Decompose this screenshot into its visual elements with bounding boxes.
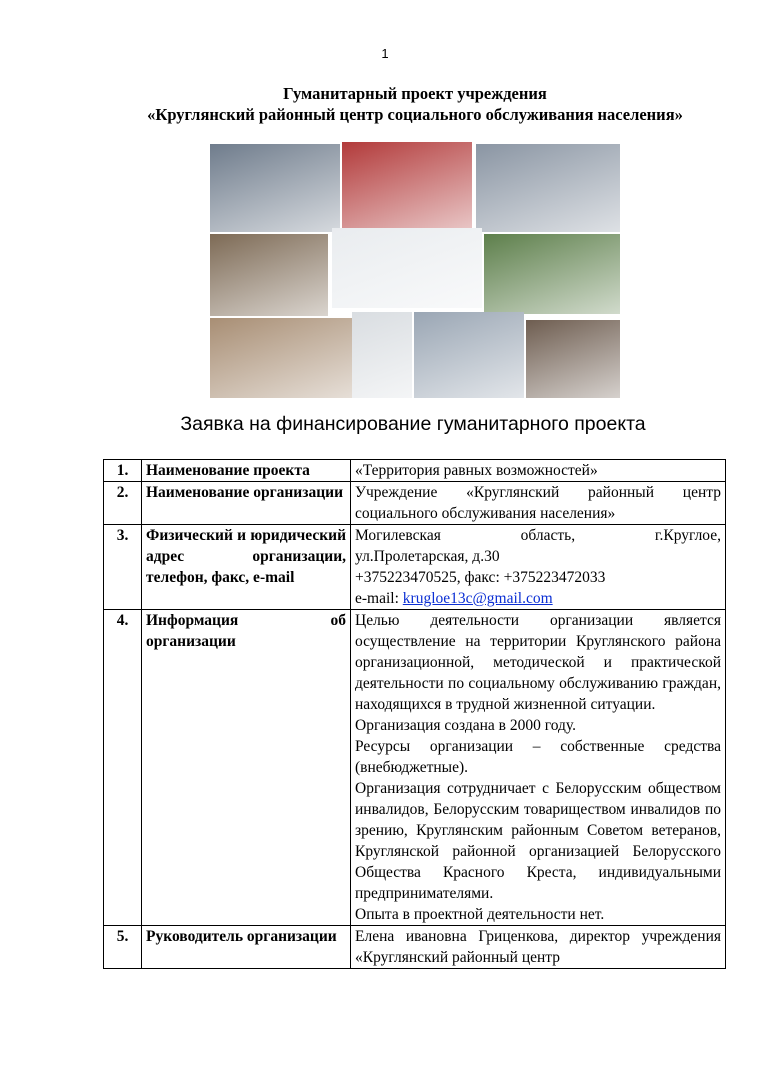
field-label: Физический и юридический адрес организации, телефон, факс, e-mail bbox=[142, 525, 351, 610]
photo-van-fill bbox=[332, 228, 482, 308]
application-subtitle: Заявка на финансирование гуманитарного проекта bbox=[180, 413, 646, 435]
field-value: Учреждение «Круглянский районный центр социального обслуживания населения» bbox=[351, 482, 726, 525]
table-row bbox=[104, 525, 726, 610]
table-row bbox=[104, 610, 726, 926]
photo-exercise-group bbox=[414, 312, 524, 398]
field-value bbox=[351, 525, 726, 610]
row-number: 5. bbox=[104, 926, 142, 969]
field-value: «Территория равных возможностей» bbox=[351, 460, 726, 482]
info-paragraph: Ресурсы организации – собственные средства (внебюджетные). bbox=[355, 738, 721, 776]
table-row bbox=[104, 482, 726, 525]
photo-magnifier-fill bbox=[526, 320, 620, 398]
table-row bbox=[104, 460, 726, 482]
field-label: Наименование организации bbox=[142, 482, 351, 525]
info-paragraph: Организация создана в 2000 году. bbox=[355, 717, 576, 734]
photo-wheelchairs-fill bbox=[476, 144, 620, 232]
photo-seniors-table-fill bbox=[342, 142, 472, 230]
field-value bbox=[351, 926, 726, 969]
photo-outdoor-group bbox=[484, 234, 620, 314]
field-label: Наименование проекта bbox=[142, 460, 351, 482]
document-title bbox=[0, 83, 770, 125]
table-row bbox=[104, 926, 726, 969]
row-number: 4. bbox=[104, 610, 142, 926]
field-label: Руководитель организации bbox=[142, 926, 351, 969]
photo-outdoor-group-fill bbox=[484, 234, 620, 314]
photo-van bbox=[332, 228, 482, 308]
email-link[interactable]: krugloe13c@gmail.com bbox=[402, 590, 553, 607]
photo-wheelchair-game bbox=[210, 318, 352, 398]
row-number: 2. bbox=[104, 482, 142, 525]
photo-exercise-group-fill bbox=[414, 312, 524, 398]
email-line bbox=[355, 588, 721, 609]
field-label: Информация об организации bbox=[142, 610, 351, 926]
photo-computer-class-fill bbox=[210, 234, 328, 316]
email-label: e-mail: bbox=[355, 590, 403, 607]
info-paragraph: Опыта в проектной деятельности нет. bbox=[355, 906, 605, 923]
photo-wheelchairs bbox=[476, 144, 620, 232]
phone-line: +375223470525, факс: +375223472033 bbox=[355, 569, 606, 586]
photo-speaker-device-fill bbox=[352, 312, 412, 398]
info-paragraph: Организация сотрудничает с Белорусским обществом инвалидов, Белорусским товариществом инвалидов по зрению, Круглянским районным Советом ветеранов, Круглянской районной организацией Белорусского Общества Красного Креста, индивидуальными предпринимателями. bbox=[355, 780, 721, 902]
photo-speaker-device bbox=[352, 312, 412, 398]
director-text: Елена ивановна Гриценкова, директор учреждения «Круглянский районный центр bbox=[355, 928, 721, 966]
address-line: Могилевская область, г.Круглое, bbox=[355, 527, 721, 544]
photo-collage bbox=[206, 140, 624, 400]
field-value bbox=[351, 610, 726, 926]
photo-computer-class bbox=[210, 234, 328, 316]
row-number: 3. bbox=[104, 525, 142, 610]
photo-seniors-table bbox=[342, 142, 472, 230]
page-number: 1 bbox=[381, 46, 389, 61]
photo-wheelchair-game-fill bbox=[210, 318, 352, 398]
title-line-1: Гуманитарный проект учреждения bbox=[283, 84, 547, 103]
address-line: ул.Пролетарская, д.30 bbox=[355, 548, 500, 565]
photo-magnifier bbox=[526, 320, 620, 398]
photo-office bbox=[210, 144, 340, 232]
row-number: 1. bbox=[104, 460, 142, 482]
title-line-2: «Круглянский районный центр социального обслуживания населения» bbox=[147, 105, 683, 124]
project-info-table bbox=[103, 459, 726, 969]
photo-office-fill bbox=[210, 144, 340, 232]
info-paragraph: Целью деятельности организации является осуществление на территории Круглянского района организационной, методической и практической деятельности по социальному обслуживанию граждан, находящихся в трудной жизненной ситуации. bbox=[355, 612, 721, 713]
